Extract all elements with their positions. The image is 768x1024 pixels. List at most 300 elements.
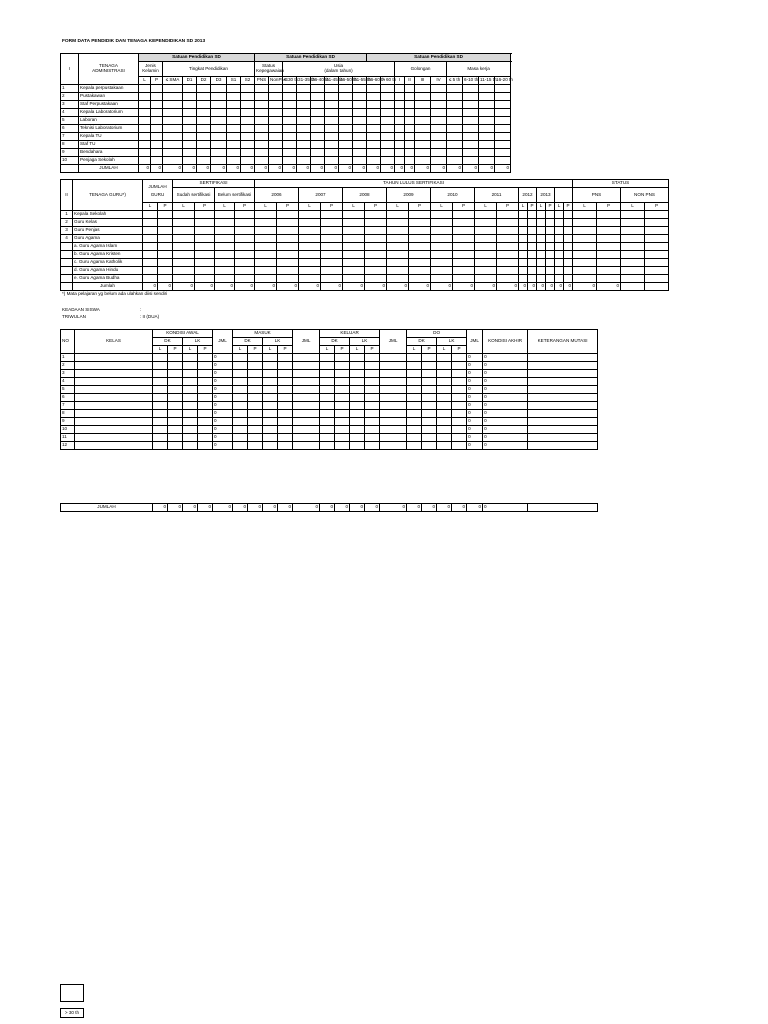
row-no: 1 bbox=[61, 85, 79, 93]
data-cell bbox=[528, 219, 537, 227]
data-cell bbox=[528, 211, 537, 219]
subheader-cell: III bbox=[415, 77, 431, 85]
data-cell bbox=[407, 362, 422, 370]
data-cell bbox=[367, 101, 381, 109]
row-name: a. Guru Agama Islam bbox=[73, 243, 143, 251]
data-cell bbox=[215, 259, 235, 267]
data-cell bbox=[151, 85, 163, 93]
row-name: Guru Agama bbox=[73, 235, 143, 243]
row-name: Kepala Laboratorium bbox=[79, 109, 139, 117]
data-cell bbox=[463, 85, 479, 93]
total-cell: 0 bbox=[381, 165, 395, 173]
data-cell bbox=[621, 211, 645, 219]
keterangan-cell bbox=[528, 410, 598, 418]
data-cell bbox=[168, 394, 183, 402]
data-cell bbox=[645, 219, 669, 227]
header-name-line2: ADMINISTRASI bbox=[92, 68, 125, 73]
data-cell bbox=[415, 141, 431, 149]
data-cell bbox=[233, 434, 248, 442]
data-cell bbox=[453, 211, 475, 219]
data-cell bbox=[163, 141, 183, 149]
row-no: 8 bbox=[61, 141, 79, 149]
data-cell bbox=[365, 235, 387, 243]
jml-cell: 0 bbox=[467, 410, 483, 418]
jml-cell bbox=[293, 378, 320, 386]
table-row bbox=[61, 243, 669, 251]
data-cell bbox=[447, 149, 463, 157]
data-cell bbox=[255, 251, 277, 259]
data-cell bbox=[573, 227, 597, 235]
data-cell bbox=[255, 211, 277, 219]
header-name bbox=[79, 54, 139, 85]
data-cell bbox=[365, 227, 387, 235]
corner-cell: > 30 th bbox=[61, 1009, 84, 1018]
total-label: JUMLAH bbox=[79, 165, 139, 173]
data-cell bbox=[495, 149, 511, 157]
data-cell bbox=[325, 101, 339, 109]
row-no: 6 bbox=[61, 394, 75, 402]
data-cell bbox=[437, 386, 452, 394]
data-cell bbox=[248, 410, 263, 418]
data-cell bbox=[283, 85, 297, 93]
data-cell bbox=[320, 418, 335, 426]
subheader-cell: L bbox=[263, 346, 278, 354]
data-cell bbox=[365, 267, 387, 275]
total-label: JUMLAH bbox=[61, 504, 153, 512]
total-row bbox=[61, 504, 598, 512]
data-cell bbox=[139, 125, 151, 133]
header-year: 2006 bbox=[255, 188, 299, 203]
jml-cell: 0 bbox=[213, 386, 233, 394]
data-cell bbox=[183, 93, 197, 101]
header-row bbox=[61, 54, 511, 62]
data-cell bbox=[519, 251, 528, 259]
table-row bbox=[61, 267, 669, 275]
total-cell: 0 bbox=[321, 283, 343, 291]
row-name: Staf TU bbox=[79, 141, 139, 149]
data-cell bbox=[447, 101, 463, 109]
data-cell bbox=[143, 259, 158, 267]
total-cell: 0 bbox=[213, 504, 233, 512]
data-cell bbox=[299, 243, 321, 251]
data-cell bbox=[241, 157, 255, 165]
data-cell bbox=[158, 243, 173, 251]
header-golongan: Golongan bbox=[395, 62, 447, 77]
subheader-cell: L bbox=[153, 346, 168, 354]
total-cell: 0 bbox=[528, 283, 537, 291]
data-cell bbox=[597, 259, 621, 267]
row-no bbox=[61, 243, 73, 251]
data-cell bbox=[475, 275, 497, 283]
data-cell bbox=[227, 101, 241, 109]
data-cell bbox=[248, 442, 263, 450]
table-row bbox=[61, 93, 511, 101]
data-cell bbox=[173, 267, 195, 275]
data-cell bbox=[278, 394, 293, 402]
jml-cell: 0 bbox=[467, 378, 483, 386]
table-row bbox=[61, 402, 598, 410]
total-cell: 0 bbox=[497, 283, 519, 291]
data-cell bbox=[325, 109, 339, 117]
data-cell bbox=[645, 275, 669, 283]
data-cell bbox=[475, 211, 497, 219]
subheader-cell: D3 bbox=[211, 77, 227, 85]
data-cell bbox=[528, 227, 537, 235]
data-cell bbox=[198, 426, 213, 434]
total-cell: 0 bbox=[365, 504, 380, 512]
data-cell bbox=[227, 141, 241, 149]
data-cell bbox=[163, 157, 183, 165]
data-cell bbox=[168, 418, 183, 426]
data-cell bbox=[564, 219, 573, 227]
subheader-row bbox=[61, 203, 669, 211]
data-cell bbox=[431, 243, 453, 251]
data-cell bbox=[437, 362, 452, 370]
row-name: Staf Perpustakaan bbox=[79, 101, 139, 109]
data-cell bbox=[350, 442, 365, 450]
data-cell bbox=[395, 85, 405, 93]
data-cell bbox=[153, 434, 168, 442]
header-keterangan: KETERANGAN MUTASI bbox=[528, 330, 598, 354]
data-cell bbox=[215, 219, 235, 227]
data-cell bbox=[353, 109, 367, 117]
data-cell bbox=[597, 211, 621, 219]
data-cell bbox=[381, 101, 395, 109]
data-cell bbox=[497, 227, 519, 235]
data-cell bbox=[453, 267, 475, 275]
data-cell bbox=[437, 426, 452, 434]
data-cell bbox=[431, 109, 447, 117]
header-masa-kerja: Masa kerja bbox=[447, 62, 511, 77]
data-cell bbox=[277, 251, 299, 259]
data-cell bbox=[422, 410, 437, 418]
page-title: FORM DATA PENDIDIK DAN TENAGA KEPENDIDIKAN SD 2013 bbox=[62, 39, 206, 44]
data-cell bbox=[387, 267, 409, 275]
data-cell bbox=[233, 426, 248, 434]
data-cell bbox=[350, 410, 365, 418]
data-cell bbox=[320, 394, 335, 402]
data-cell bbox=[277, 235, 299, 243]
data-cell bbox=[311, 85, 325, 93]
data-cell bbox=[422, 402, 437, 410]
data-cell bbox=[278, 410, 293, 418]
data-cell bbox=[350, 386, 365, 394]
data-cell bbox=[475, 243, 497, 251]
teacher-table bbox=[60, 179, 669, 291]
data-cell bbox=[339, 101, 353, 109]
total-cell: 0 bbox=[211, 165, 227, 173]
data-cell bbox=[597, 267, 621, 275]
total-cell: 0 bbox=[467, 504, 483, 512]
data-cell bbox=[495, 85, 511, 93]
subheader-cell: L bbox=[519, 203, 528, 211]
data-cell bbox=[183, 442, 198, 450]
subheader-cell: P bbox=[452, 346, 467, 354]
jml-cell bbox=[293, 418, 320, 426]
data-cell bbox=[452, 418, 467, 426]
table-row bbox=[61, 227, 669, 235]
data-cell bbox=[233, 354, 248, 362]
data-cell bbox=[241, 101, 255, 109]
data-cell bbox=[321, 259, 343, 267]
data-cell bbox=[415, 125, 431, 133]
data-cell bbox=[255, 101, 269, 109]
data-cell bbox=[367, 93, 381, 101]
keterangan-cell bbox=[528, 362, 598, 370]
table-row bbox=[61, 426, 598, 434]
keadaan-siswa-value: : bbox=[140, 307, 142, 312]
data-cell bbox=[497, 251, 519, 259]
data-cell bbox=[387, 275, 409, 283]
kondisi-akhir-cell: 0 bbox=[483, 426, 528, 434]
data-cell bbox=[365, 275, 387, 283]
data-cell bbox=[255, 133, 269, 141]
total-cell: 0 bbox=[350, 504, 365, 512]
data-cell bbox=[453, 235, 475, 243]
row-no: 2 bbox=[61, 219, 73, 227]
data-cell bbox=[564, 227, 573, 235]
data-cell bbox=[537, 235, 546, 243]
data-cell bbox=[564, 211, 573, 219]
subheader-cell: P bbox=[528, 203, 537, 211]
data-cell bbox=[431, 125, 447, 133]
total-cell: 0 bbox=[241, 165, 255, 173]
row-name: b. Guru Agama Kristen bbox=[73, 251, 143, 259]
data-cell bbox=[299, 211, 321, 219]
data-cell bbox=[645, 227, 669, 235]
data-cell bbox=[277, 219, 299, 227]
data-cell bbox=[158, 251, 173, 259]
data-cell bbox=[198, 370, 213, 378]
total-cell: 0 bbox=[173, 283, 195, 291]
data-cell bbox=[299, 235, 321, 243]
row-no: 1 bbox=[61, 354, 75, 362]
data-cell bbox=[283, 117, 297, 125]
data-cell bbox=[183, 117, 197, 125]
row-no: 9 bbox=[61, 149, 79, 157]
row-no: 3 bbox=[61, 227, 73, 235]
data-cell bbox=[645, 251, 669, 259]
header-jml: JML bbox=[213, 330, 233, 354]
subheader-cell: 36-40 th bbox=[311, 77, 325, 85]
data-cell bbox=[621, 251, 645, 259]
subheader-cell: L bbox=[320, 346, 335, 354]
total-cell: 0 bbox=[248, 504, 263, 512]
jumlah-line2: GURU bbox=[150, 191, 165, 197]
keterangan-cell bbox=[528, 418, 598, 426]
data-cell bbox=[278, 362, 293, 370]
table-row bbox=[61, 117, 511, 125]
data-cell bbox=[415, 109, 431, 117]
data-cell bbox=[573, 259, 597, 267]
data-cell bbox=[283, 109, 297, 117]
subheader-cell: L bbox=[350, 346, 365, 354]
data-cell bbox=[321, 235, 343, 243]
data-cell bbox=[447, 109, 463, 117]
data-cell bbox=[263, 442, 278, 450]
data-cell bbox=[269, 141, 283, 149]
data-cell bbox=[325, 85, 339, 93]
jumlah-line1: JUMLAH bbox=[148, 183, 167, 189]
total-cell: 0 bbox=[343, 283, 365, 291]
total-cell bbox=[645, 283, 669, 291]
table-row bbox=[61, 394, 598, 402]
row-no: 10 bbox=[61, 426, 75, 434]
data-cell bbox=[320, 354, 335, 362]
table-row bbox=[61, 251, 669, 259]
data-cell bbox=[437, 418, 452, 426]
jml-cell: 0 bbox=[213, 434, 233, 442]
data-cell bbox=[452, 402, 467, 410]
data-cell bbox=[463, 117, 479, 125]
kondisi-akhir-cell: 0 bbox=[483, 434, 528, 442]
total-cell: 0 bbox=[387, 283, 409, 291]
data-cell bbox=[415, 117, 431, 125]
data-cell bbox=[299, 275, 321, 283]
jml-cell bbox=[380, 370, 407, 378]
data-cell bbox=[407, 418, 422, 426]
data-cell bbox=[431, 157, 447, 165]
keterangan-cell bbox=[528, 402, 598, 410]
kondisi-akhir-cell: 0 bbox=[483, 442, 528, 450]
data-cell bbox=[215, 251, 235, 259]
data-cell bbox=[320, 370, 335, 378]
data-cell bbox=[197, 117, 211, 125]
data-cell bbox=[645, 235, 669, 243]
triwulan-value: : II (DUA) bbox=[140, 314, 160, 319]
total-cell: 0 bbox=[151, 165, 163, 173]
data-cell bbox=[215, 275, 235, 283]
data-cell bbox=[422, 370, 437, 378]
data-cell bbox=[297, 85, 311, 93]
data-cell bbox=[195, 259, 215, 267]
header-name: TENAGA GURU*) bbox=[73, 180, 143, 211]
row-name: e. Guru Agama Budha bbox=[73, 275, 143, 283]
header-belum: Belum sertifikasi bbox=[215, 188, 255, 203]
data-cell bbox=[168, 354, 183, 362]
data-cell bbox=[233, 402, 248, 410]
table-row bbox=[61, 85, 511, 93]
data-cell bbox=[395, 101, 405, 109]
total-cell: 0 bbox=[409, 283, 431, 291]
data-cell bbox=[409, 219, 431, 227]
data-cell bbox=[528, 235, 537, 243]
total-label: Jumlah bbox=[73, 283, 143, 291]
data-cell bbox=[431, 275, 453, 283]
data-cell bbox=[153, 442, 168, 450]
subheader-cell: P bbox=[278, 346, 293, 354]
data-cell bbox=[537, 259, 546, 267]
data-cell bbox=[387, 243, 409, 251]
jml-cell bbox=[380, 386, 407, 394]
usia-line1: Usia bbox=[333, 63, 344, 69]
data-cell bbox=[409, 275, 431, 283]
header-no: NO bbox=[61, 330, 75, 354]
data-cell bbox=[255, 227, 277, 235]
footnote: *) Mata pelajaran yg belum ada ulahkan diisi sendiri bbox=[62, 291, 168, 296]
subheader-cell: P bbox=[409, 203, 431, 211]
data-cell bbox=[263, 386, 278, 394]
header-jenis bbox=[139, 62, 163, 77]
data-cell bbox=[211, 157, 227, 165]
data-cell bbox=[339, 133, 353, 141]
data-cell bbox=[183, 434, 198, 442]
data-cell bbox=[139, 157, 151, 165]
data-cell bbox=[409, 243, 431, 251]
header-dk: DK bbox=[320, 338, 350, 346]
row-kelas bbox=[75, 386, 153, 394]
data-cell bbox=[158, 219, 173, 227]
data-cell bbox=[339, 117, 353, 125]
data-cell bbox=[431, 267, 453, 275]
total-cell: 0 bbox=[263, 504, 278, 512]
total-cell: 0 bbox=[463, 165, 479, 173]
table-row bbox=[61, 157, 511, 165]
data-cell bbox=[367, 117, 381, 125]
data-cell bbox=[320, 386, 335, 394]
data-cell bbox=[353, 85, 367, 93]
data-cell bbox=[248, 378, 263, 386]
data-cell bbox=[405, 109, 415, 117]
data-cell bbox=[320, 362, 335, 370]
row-kelas bbox=[75, 354, 153, 362]
data-cell bbox=[248, 418, 263, 426]
header-jumlah-guru bbox=[143, 180, 173, 203]
subheader-cell: NonPNS bbox=[269, 77, 283, 85]
data-cell bbox=[153, 370, 168, 378]
data-cell bbox=[387, 251, 409, 259]
header-lk: LK bbox=[183, 338, 213, 346]
data-cell bbox=[537, 219, 546, 227]
keterangan-cell bbox=[528, 386, 598, 394]
data-cell bbox=[235, 251, 255, 259]
data-cell bbox=[431, 227, 453, 235]
data-cell bbox=[452, 442, 467, 450]
subheader-cell: P bbox=[277, 203, 299, 211]
data-cell bbox=[573, 243, 597, 251]
data-cell bbox=[497, 211, 519, 219]
data-cell bbox=[227, 149, 241, 157]
data-cell bbox=[235, 267, 255, 275]
jml-cell bbox=[380, 426, 407, 434]
total-cell: 0 bbox=[475, 283, 497, 291]
data-cell bbox=[311, 109, 325, 117]
data-cell bbox=[263, 394, 278, 402]
total-cell: 0 bbox=[546, 283, 555, 291]
data-cell bbox=[365, 354, 380, 362]
data-cell bbox=[198, 402, 213, 410]
header-blank bbox=[555, 188, 573, 203]
data-cell bbox=[283, 141, 297, 149]
data-cell bbox=[479, 133, 495, 141]
data-cell bbox=[621, 227, 645, 235]
data-cell bbox=[241, 141, 255, 149]
data-cell bbox=[143, 243, 158, 251]
data-cell bbox=[195, 227, 215, 235]
subheader-cell: ≤ 5 th bbox=[447, 77, 463, 85]
header-name-line1: TENAGA bbox=[99, 63, 118, 69]
data-cell bbox=[387, 259, 409, 267]
table-row bbox=[61, 362, 598, 370]
data-cell bbox=[537, 243, 546, 251]
data-cell bbox=[479, 149, 495, 157]
data-cell bbox=[321, 243, 343, 251]
subheader-cell: L bbox=[233, 346, 248, 354]
data-cell bbox=[528, 259, 537, 267]
data-cell bbox=[235, 275, 255, 283]
data-cell bbox=[248, 362, 263, 370]
data-cell bbox=[497, 219, 519, 227]
